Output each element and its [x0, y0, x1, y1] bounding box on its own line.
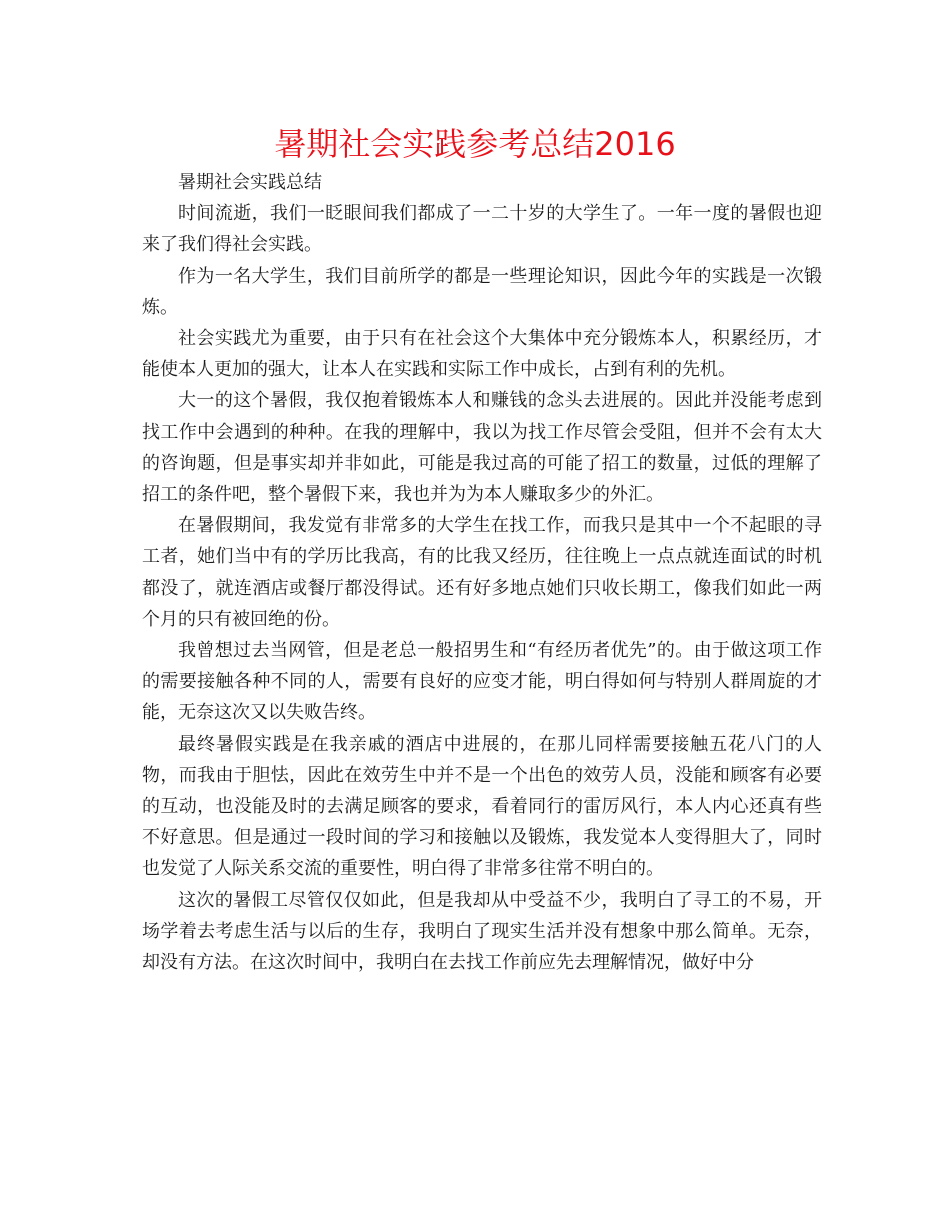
paragraph: 最终暑假实践是在我亲戚的酒店中进展的，在那儿同样需要接触五花八门的人物，而我由于胆怯，因此在效劳生中并不是一个出色的效劳人员，没能和顾客有必要的互动，也没能及时的去满足顾客的要求，看着同行的雷厉风行，本人内心还真有些不好意思。但是通过一段时间的学习和接触以及锻炼，我发觉本人变得胆大了，同时也发觉了人际关系交流的重要性，明白得了非常多往常不明白的。: [142, 733, 822, 880]
paragraph: 时间流逝，我们一眨眼间我们都成了一二十岁的大学生了。一年一度的暑假也迎来了我们得社会实践。: [142, 203, 822, 256]
paragraph: 这次的暑假工尽管仅仅如此，但是我却从中受益不少，我明白了寻工的不易，开场学着去考虑生活与以后的生存，我明白了现实生活并没有想象中那么简单。无奈，却没有方法。在这次时间中，我明白在去找工作前应先去理解情况，做好中分: [142, 889, 822, 974]
paragraph: 作为一名大学生，我们目前所学的都是一些理论知识，因此今年的实践是一次锻炼。: [142, 265, 822, 318]
paragraph: 我曾想过去当网管，但是老总一般招男生和“有经历者优先”的。由于做这项工作的需要接触各种不同的人，需要有良好的应变才能，明白得如何与特别人群周旋的才能，无奈这次又以失败告终。: [142, 640, 822, 724]
paragraph: 在暑假期间，我发觉有非常多的大学生在找工作，而我只是其中一个不起眼的寻工者，她们当中有的学历比我高，有的比我又经历，往往晚上一点点就连面试的时机都没了，就连酒店或餐厅都没得试。还有好多地点她们只收长期工，像我们如此一两个月的只有被回绝的份。: [142, 515, 822, 630]
paragraph-subtitle: 暑期社会实践总结: [178, 172, 322, 193]
paragraph: 社会实践尤为重要，由于只有在社会这个大集体中充分锻炼本人，积累经历，才能使本人更加的强大，让本人在实践和实际工作中成长，占到有利的先机。: [142, 328, 822, 381]
document-body: [142, 167, 822, 978]
paragraph: 大一的这个暑假，我仅抱着锻炼本人和赚钱的念头去进展的。因此并没能考虑到找工作中会遇到的种种。在我的理解中，我以为找工作尽管会受阻，但并不会有太大的咨询题，但是事实却并非如此，可能是我过高的可能了招工的数量，过低的理解了招工的条件吧，整个暑假下来，我也并为为本人赚取多少的外汇。: [142, 390, 822, 506]
document-title: 暑期社会实践参考总结2016: [274, 125, 676, 163]
